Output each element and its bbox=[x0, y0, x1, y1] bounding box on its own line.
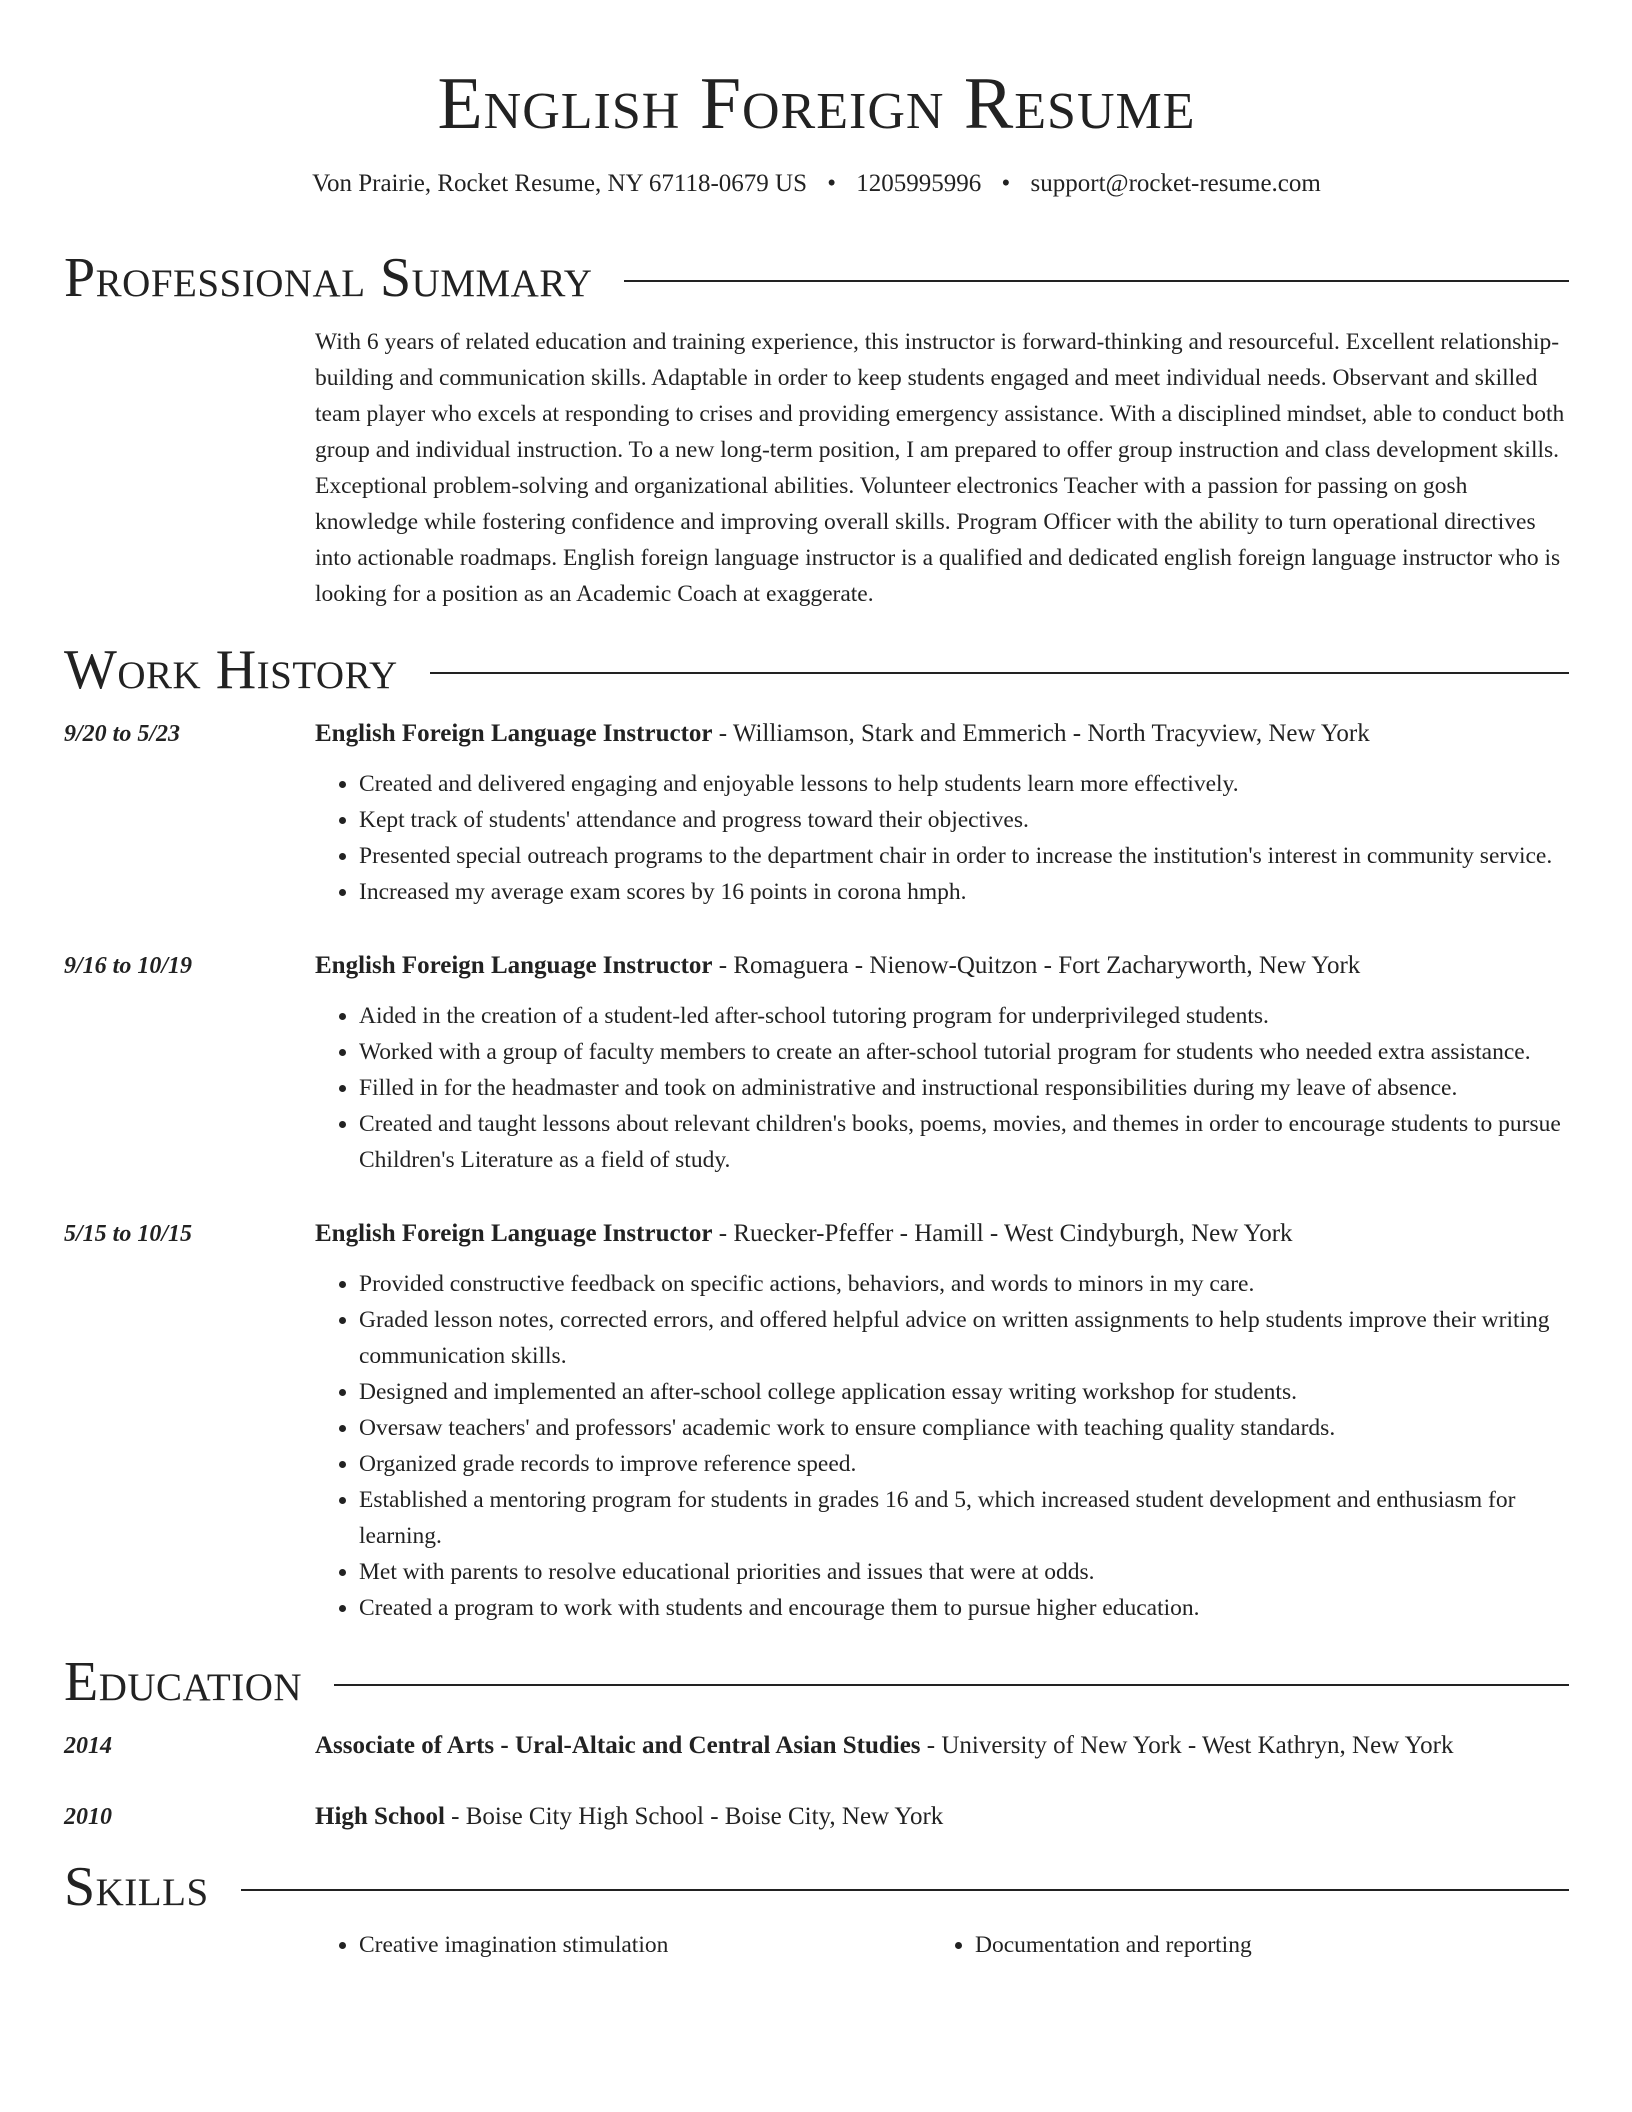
job-bullet: • Increased my average exam scores by 16 points in corona hmph. bbox=[359, 874, 1569, 910]
job-title: English Foreign Language Instructor bbox=[315, 720, 713, 747]
section-rule bbox=[624, 280, 1569, 282]
job-dates: 5/15 to 10/15 bbox=[64, 1221, 193, 1247]
skills-heading: Skills bbox=[64, 1856, 209, 1918]
section-rule bbox=[430, 672, 1569, 674]
job-bullet: • Established a mentoring program for students in grades 16 and 5, which increased student development and enthusiasm for learning. bbox=[359, 1482, 1569, 1554]
job-bullets bbox=[315, 1266, 1569, 1626]
job-bullet: • Aided in the creation of a student-led after-school tutoring program for underprivileged students. bbox=[359, 998, 1569, 1034]
job-bullet: • Kept track of students' attendance and progress toward their objectives. bbox=[359, 802, 1569, 838]
education-school: - Boise City High School - Boise City, New York bbox=[444, 1803, 944, 1830]
job-title: English Foreign Language Instructor bbox=[315, 1220, 713, 1247]
job-bullet: • Created and taught lessons about relevant children's books, poems, movies, and themes in order to encourage students to pursue Children's Literature as a field of study. bbox=[359, 1106, 1569, 1178]
skill-item: • Documentation and reporting bbox=[975, 1927, 1547, 1963]
contact-email: support@rocket-resume.com bbox=[1030, 170, 1321, 197]
section-rule bbox=[334, 1684, 1569, 1686]
resume-page bbox=[64, 0, 1569, 1963]
job-bullet: • Met with parents to resolve educational priorities and issues that were at odds. bbox=[359, 1554, 1569, 1590]
job-employer: - Romaguera - Nienow-Quitzon - Fort Zacharyworth, New York bbox=[712, 952, 1361, 979]
job-dates: 9/20 to 5/23 bbox=[64, 721, 181, 747]
summary-section-header bbox=[64, 246, 1569, 310]
resume-name: English Foreign Resume bbox=[437, 63, 1196, 145]
job-bullet: • Designed and implemented an after-school college application essay writing workshop for students. bbox=[359, 1374, 1569, 1410]
job-dates: 9/16 to 10/19 bbox=[64, 953, 193, 979]
job-bullet: • Worked with a group of faculty members to create an after-school tutorial program for students who needed extra assistance. bbox=[359, 1034, 1569, 1070]
job-bullet: • Presented special outreach programs to the department chair in order to increase the institution's interest in community service. bbox=[359, 838, 1569, 874]
education-school: - University of New York - West Kathryn, New York bbox=[920, 1732, 1454, 1759]
job-bullet: • Provided constructive feedback on specific actions, behaviors, and words to minors in my care. bbox=[359, 1266, 1569, 1302]
education-entry bbox=[64, 1728, 1569, 1764]
section-rule bbox=[241, 1889, 1569, 1891]
skills-section-header bbox=[64, 1855, 1569, 1919]
job-employer: - Ruecker-Pfeffer - Hamill - West Cindyburgh, New York bbox=[712, 1220, 1293, 1247]
job-entry bbox=[64, 716, 1569, 910]
job-bullet: • Organized grade records to improve reference speed. bbox=[359, 1446, 1569, 1482]
skills-list bbox=[315, 1927, 1569, 1963]
job-title-line bbox=[315, 716, 1569, 752]
education-degree: Associate of Arts - Ural-Altaic and Central Asian Studies bbox=[315, 1732, 921, 1759]
contact-separator: • bbox=[827, 170, 837, 197]
education-heading: Education bbox=[64, 1651, 303, 1713]
skill-item: • Creative imagination stimulation bbox=[359, 1927, 931, 1963]
work-heading: Work History bbox=[64, 639, 398, 701]
education-title-line bbox=[315, 1799, 1569, 1835]
contact-line bbox=[64, 168, 1569, 200]
job-bullets bbox=[315, 766, 1569, 910]
skills-column-right bbox=[931, 1927, 1547, 1963]
job-body bbox=[315, 1216, 1569, 1626]
contact-separator: • bbox=[1001, 170, 1011, 197]
job-entry bbox=[64, 948, 1569, 1178]
job-bullet: • Filled in for the headmaster and took on administrative and instructional responsibilities during my leave of absence. bbox=[359, 1070, 1569, 1106]
contact-address: Von Prairie, Rocket Resume, NY 67118-0679 US bbox=[312, 170, 808, 197]
education-year: 2010 bbox=[64, 1804, 112, 1830]
summary-heading: Professional Summary bbox=[64, 247, 593, 309]
job-employer: - Williamson, Stark and Emmerich - North Tracyview, New York bbox=[712, 720, 1370, 747]
job-bullet: • Created a program to work with students and encourage them to pursue higher education. bbox=[359, 1590, 1569, 1626]
summary-text: With 6 years of related education and training experience, this instructor is forward-thinking and resourceful. Excellent relationship-building and communication skills. Adaptable in order to keep students engaged and meet individual needs. Observant and skilled team player who excels at responding to crises and providing emergency assistance. With a disciplined mindset, able to conduct both group and individual instruction. To a new long-term position, I am prepared to offer group instruction and class development skills. Exceptional problem-solving and organizational abilities. Volunteer electronics Teacher with a passion for passing on gosh knowledge while fostering confidence and improving overall skills. Program Officer with the ability to turn operational directives into actionable roadmaps. English foreign language instructor is a qualified and dedicated english foreign language instructor who is looking for a position as an Academic Coach at exaggerate. bbox=[315, 329, 1565, 607]
education-degree: High School bbox=[315, 1803, 445, 1830]
education-body bbox=[315, 1728, 1569, 1764]
contact-phone: 1205995996 bbox=[856, 170, 982, 197]
education-entry bbox=[64, 1799, 1569, 1835]
education-body bbox=[315, 1799, 1569, 1835]
education-year: 2014 bbox=[64, 1733, 112, 1759]
job-body bbox=[315, 948, 1569, 1178]
work-section-header bbox=[64, 638, 1569, 702]
education-title-line bbox=[315, 1728, 1569, 1764]
job-entry bbox=[64, 1216, 1569, 1626]
job-bullet: • Created and delivered engaging and enjoyable lessons to help students learn more effectively. bbox=[359, 766, 1569, 802]
job-title-line bbox=[315, 1216, 1569, 1252]
job-title: English Foreign Language Instructor bbox=[315, 952, 713, 979]
job-bullet: • Graded lesson notes, corrected errors, and offered helpful advice on written assignments to help students improve their writing communication skills. bbox=[359, 1302, 1569, 1374]
job-bullets bbox=[315, 998, 1569, 1178]
job-title-line bbox=[315, 948, 1569, 984]
education-section-header bbox=[64, 1650, 1569, 1714]
job-body bbox=[315, 716, 1569, 910]
skills-column-left bbox=[315, 1927, 931, 1963]
job-bullet: • Oversaw teachers' and professors' academic work to ensure compliance with teaching quality standards. bbox=[359, 1410, 1569, 1446]
